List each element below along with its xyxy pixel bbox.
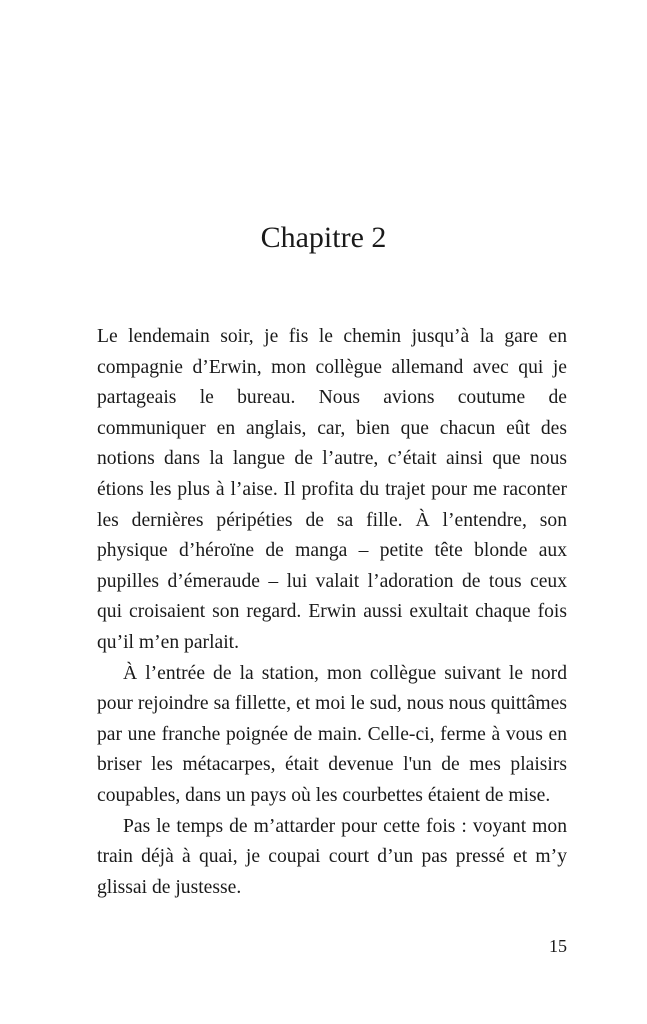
paragraph-1: Le lendemain soir, je fis le chemin jusqu’à la gare en compagnie d’Erwin, mon collègue allemand avec qui je partageais le bureau. Nous avions coutume de communiquer en anglais, car, bien que chacun eût des notions dans la langue de l’autre, c’était ainsi que nous étions les plus à l’aise. Il profita du trajet pour me raconter les dernières péripéties de sa fille. À l’entendre, son physique d’héroïne de manga – petite tête blonde aux pupilles d’émeraude – lui valait l’adoration de tous ceux qui croisaient son regard. Erwin aussi exultait chaque fois qu’il m’en parlait. (97, 326, 567, 653)
page-number: 15 (549, 936, 567, 956)
chapter-body (97, 322, 567, 903)
chapter-title: Chapitre 2 (260, 221, 387, 254)
paragraph-2: À l’entrée de la station, mon collègue suivant le nord pour rejoindre sa fillette, et moi le sud, nous nous quittâmes par une franche poignée de main. Celle-ci, ferme à vous en briser les métacarpes, était devenue l'un de mes plaisirs coupables, dans un pays où les courbettes étaient de mise. (97, 662, 567, 806)
paragraph-3: Pas le temps de m’attarder pour cette fois : voyant mon train déjà à quai, je coupai court d’un pas pressé et m’y glissai de justesse. (97, 815, 567, 898)
